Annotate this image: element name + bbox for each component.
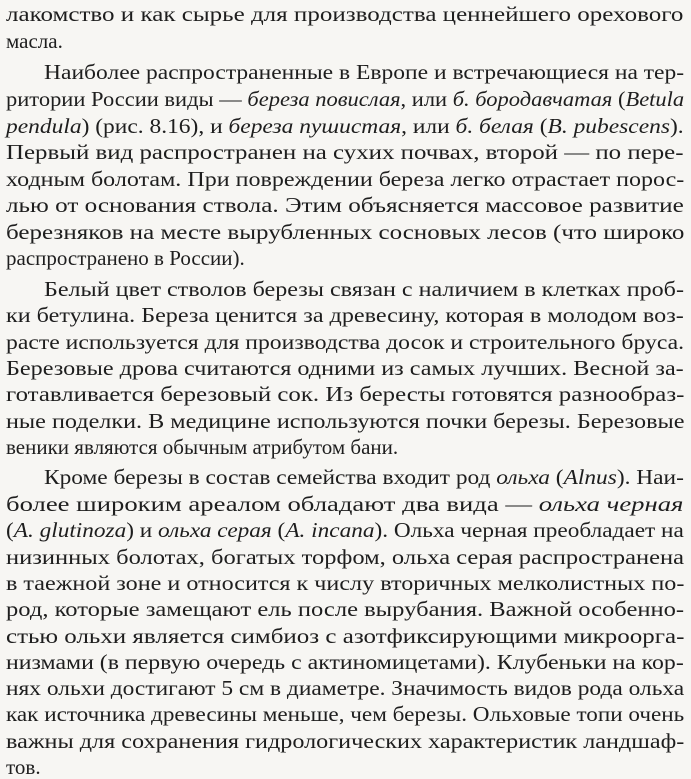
italic-term: ольха черная bbox=[538, 492, 684, 516]
text-run: ходным болотам. При повреждении береза легко отрастает порос- bbox=[6, 167, 685, 191]
text-line bbox=[6, 702, 684, 726]
text-line bbox=[44, 60, 684, 84]
text-run: ( bbox=[549, 465, 564, 489]
text-run: ) (рис. 8.16), и bbox=[81, 114, 229, 138]
italic-term: береза повислая bbox=[247, 87, 401, 111]
text-run: стью ольхи является симбиоз с азотфиксирующими микроорга- bbox=[6, 624, 685, 648]
text-run: Первый вид распространен на сухих почвах, второй — по пере- bbox=[6, 140, 684, 164]
text-line bbox=[6, 492, 683, 516]
text-run: Березовые дрова считаются одними из самых лучших. Весной за- bbox=[6, 356, 684, 380]
text-line bbox=[6, 729, 684, 753]
italic-term: B. pubescens bbox=[547, 114, 670, 138]
text-run: расте используется для производства досок и строительного бруса. bbox=[6, 330, 685, 354]
text-run: важны для сохранения гидрологических характеристик ландшаф- bbox=[6, 729, 685, 753]
text-line bbox=[6, 597, 684, 621]
italic-term: ольха bbox=[496, 465, 550, 489]
text-run: как источника древесины меньше, чем березы. Ольховые топи очень bbox=[6, 702, 685, 726]
text-line bbox=[6, 545, 684, 569]
text-line bbox=[6, 518, 684, 542]
italic-term: A. incana bbox=[285, 518, 375, 542]
text-line bbox=[6, 755, 41, 779]
italic-term: pendula bbox=[6, 114, 82, 138]
text-run: лью от основания ствола. Этим объясняется массовое развитие bbox=[6, 193, 684, 217]
text-line bbox=[6, 303, 684, 327]
text-run: березняков на месте вырубленных сосновых лесов (что широко bbox=[6, 220, 685, 244]
text-run: ). Ольха черная преобладает на bbox=[374, 518, 684, 542]
text-run: более широким ареалом обладают два вида — bbox=[6, 492, 539, 516]
text-run: ные поделки. В медицине используются почки березы. Березовые bbox=[6, 409, 685, 433]
text-run: род, которые замещают ель после вырубания. Важной особенно- bbox=[6, 597, 685, 621]
italic-term: Betula bbox=[625, 87, 685, 111]
text-line bbox=[6, 435, 398, 459]
text-run: ). Наи- bbox=[616, 465, 684, 489]
text-run: ( bbox=[271, 518, 286, 542]
text-run: готавливается березовый сок. Из бересты готовятся разнообраз- bbox=[6, 382, 685, 406]
text-run: ( bbox=[6, 518, 14, 542]
text-line bbox=[6, 2, 683, 26]
text-run: распространено в России). bbox=[6, 246, 245, 270]
text-run: низмами (в первую очередь с актиномицетами). Клубеньки на кор- bbox=[6, 650, 684, 674]
text-run: масла. bbox=[6, 29, 63, 53]
text-run: нях ольхи достигают 5 см в диаметре. Значимость видов рода ольха bbox=[6, 676, 685, 700]
italic-term: A. glutinoza bbox=[13, 518, 127, 542]
italic-term: ольха серая bbox=[158, 518, 272, 542]
text-run: веники являются обычным атрибутом бани. bbox=[6, 435, 399, 459]
text-run: ритории России виды — bbox=[6, 87, 248, 111]
text-line bbox=[6, 167, 684, 191]
text-line bbox=[6, 193, 684, 217]
italic-term: Alnus bbox=[563, 465, 617, 489]
text-line bbox=[6, 571, 684, 595]
text-line bbox=[6, 114, 684, 138]
text-line bbox=[6, 356, 684, 380]
text-run: Белый цвет стволов березы связан с наличием в клетках проб- bbox=[44, 277, 684, 301]
text-line bbox=[6, 87, 684, 111]
italic-term: береза пушистая bbox=[228, 114, 402, 138]
text-run: тов. bbox=[6, 755, 41, 779]
text-line bbox=[6, 330, 684, 354]
text-line bbox=[6, 140, 683, 164]
text-line bbox=[6, 382, 684, 406]
text-line bbox=[6, 246, 245, 270]
text-run: в таежной зоне и относится к числу вторичных мелколистных по- bbox=[6, 571, 685, 595]
text-run: ки бетулина. Береза ценится за древесину, которая в молодом воз- bbox=[6, 303, 684, 327]
text-run: , или bbox=[400, 87, 453, 111]
text-run: ). bbox=[669, 114, 684, 138]
text-line bbox=[6, 29, 63, 53]
text-line bbox=[6, 676, 684, 700]
text-line bbox=[6, 409, 684, 433]
text-run: низинных болотах, богатых торфом, ольха серая распространена bbox=[6, 545, 685, 569]
text-line bbox=[44, 277, 684, 301]
text-line bbox=[6, 650, 684, 674]
italic-term: б. белая bbox=[455, 114, 534, 138]
text-line bbox=[44, 465, 684, 489]
text-run: ( bbox=[533, 114, 548, 138]
text-line bbox=[6, 220, 684, 244]
text-run: , или bbox=[401, 114, 456, 138]
italic-term: б. бородавчатая bbox=[452, 87, 613, 111]
text-run: Наиболее распространенные в Европе и встречающиеся на тер- bbox=[44, 60, 685, 84]
text-run: ) и bbox=[126, 518, 159, 542]
text-run: Кроме березы в состав семейства входит род bbox=[44, 465, 497, 489]
text-line bbox=[6, 624, 684, 648]
text-run: лакомство и как сырье для производства ценнейшего орехового bbox=[6, 2, 684, 26]
text-run: ( bbox=[612, 87, 626, 111]
